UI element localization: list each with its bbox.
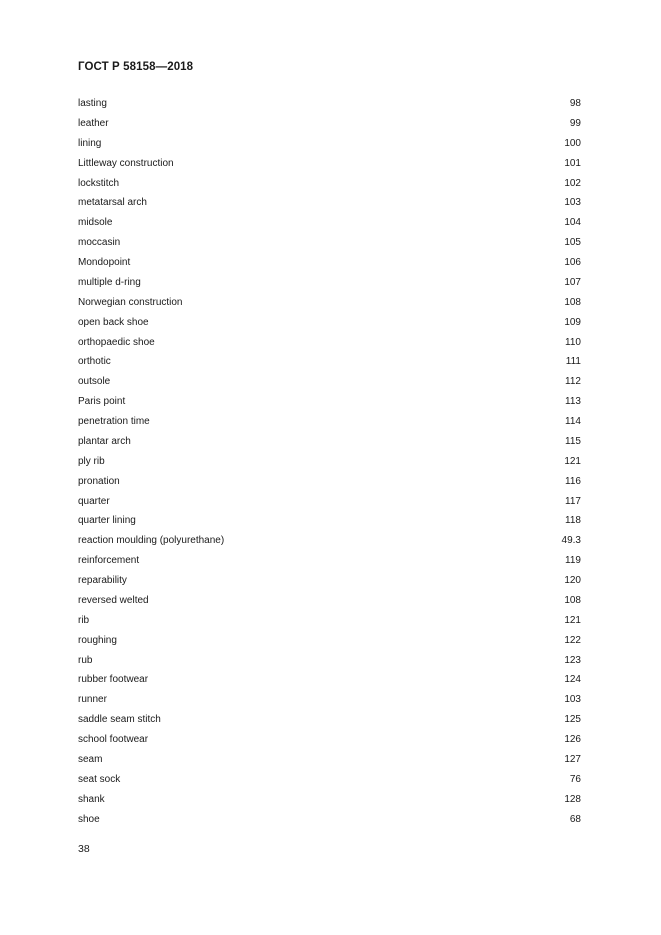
index-term: reversed welted: [78, 594, 149, 606]
index-term: multiple d-ring: [78, 276, 141, 288]
index-term: quarter: [78, 495, 110, 507]
index-entry: [78, 134, 583, 154]
index-reference-number: 111: [565, 356, 581, 368]
index-term: rib: [78, 614, 90, 626]
index-entry: [78, 193, 583, 213]
index-reference-number: 123: [564, 654, 581, 666]
index-term: saddle seam stitch: [78, 714, 161, 726]
index-term: moccasin: [78, 237, 121, 249]
index-entry: [78, 670, 583, 690]
index-entry: [78, 213, 583, 233]
index-term: rubber footwear: [78, 674, 149, 686]
index-reference-number: 104: [564, 217, 581, 229]
index-term: lasting: [78, 98, 107, 109]
index-entry: [78, 611, 583, 631]
index-term: seam: [78, 753, 103, 765]
index-entry: [78, 551, 583, 571]
index-reference-number: 114: [565, 416, 581, 427]
index-entry: [78, 333, 583, 353]
index-term: metatarsal arch: [78, 197, 147, 209]
index-reference-number: 108: [564, 594, 581, 606]
index-entry: [78, 293, 583, 313]
index-reference-number: 117: [565, 495, 581, 507]
index-term: lockstitch: [78, 177, 120, 189]
index-entry: [78, 531, 583, 551]
index-entry: [78, 730, 583, 750]
index-reference-number: 106: [564, 257, 581, 268]
index-reference-number: 109: [564, 316, 581, 328]
index-term: reaction moulding (polyurethane): [78, 535, 225, 547]
index-entry: [78, 770, 583, 790]
index-term: outsole: [78, 376, 111, 388]
index-term: Mondopoint: [78, 257, 131, 268]
index-entry: [78, 492, 583, 512]
index-reference-number: 107: [564, 276, 581, 288]
index-term: rub: [78, 654, 93, 666]
index-reference-number: 103: [564, 197, 581, 209]
index-term: orthotic: [78, 356, 111, 368]
index-reference-number: 105: [564, 237, 581, 249]
index-term: pronation: [78, 475, 120, 487]
index-reference-number: 120: [564, 575, 581, 586]
index-entry: [78, 631, 583, 651]
index-reference-number: 112: [565, 376, 581, 388]
index-reference-number: 100: [564, 137, 581, 149]
index-term: Littleway construction: [78, 157, 174, 169]
index-entry: [78, 392, 583, 412]
index-reference-number: 49.3: [561, 535, 581, 547]
index-reference-number: 76: [569, 773, 581, 785]
index-reference-number: 101: [564, 157, 581, 169]
index-term: roughing: [78, 634, 117, 646]
index-reference-number: 103: [564, 694, 581, 706]
index-term: midsole: [78, 217, 113, 229]
index-entry: [78, 591, 583, 611]
index-entry: [78, 790, 583, 810]
index-term: Paris point: [78, 396, 126, 408]
index-entry: [78, 114, 583, 134]
index-entry: [78, 472, 583, 492]
index-entry: [78, 273, 583, 293]
index-term: runner: [78, 694, 107, 706]
index-entry: [78, 352, 583, 372]
index-reference-number: 125: [564, 714, 581, 726]
index-entry: [78, 233, 583, 253]
index-reference-number: 108: [564, 296, 581, 308]
index-reference-number: 113: [565, 396, 581, 408]
index-term: ply rib: [78, 455, 105, 467]
index-reference-number: 121: [564, 455, 581, 467]
index-reference-number: 126: [564, 734, 581, 745]
index-term: orthopaedic shoe: [78, 336, 155, 348]
index-reference-number: 99: [569, 117, 581, 129]
index-entry: [78, 710, 583, 730]
index-entry: [78, 452, 583, 472]
page-number: 38: [78, 843, 90, 855]
index-term: seat sock: [78, 773, 121, 785]
index-entry: [78, 313, 583, 333]
index-reference-number: 119: [565, 555, 581, 567]
index-entry: [78, 154, 583, 174]
index-reference-number: 118: [565, 515, 581, 527]
index-term: lining: [78, 137, 102, 149]
index-reference-number: 102: [564, 177, 581, 189]
index-term: school footwear: [78, 734, 149, 745]
index-entry: [78, 810, 583, 830]
index-entry: [78, 372, 583, 392]
index-term: open back shoe: [78, 316, 149, 328]
index-term: reinforcement: [78, 555, 140, 567]
index-entry: [78, 690, 583, 710]
index-reference-number: 121: [564, 614, 581, 626]
index-term: leather: [78, 117, 109, 129]
index-entry: [78, 94, 583, 114]
index-reference-number: 98: [569, 98, 581, 109]
index-term: Norwegian construction: [78, 296, 183, 308]
document-header: ГОСТ Р 58158—2018: [78, 61, 194, 73]
index-reference-number: 122: [564, 634, 581, 646]
index-entry: [78, 432, 583, 452]
index-reference-number: 68: [569, 813, 581, 825]
index-reference-number: 124: [564, 674, 581, 686]
index-entry: [78, 174, 583, 194]
index-entry: [78, 750, 583, 770]
index-entry: [78, 651, 583, 671]
index-reference-number: 116: [565, 475, 581, 487]
index-reference-number: 110: [565, 336, 581, 348]
index-term: quarter lining: [78, 515, 136, 527]
index-entry: [78, 571, 583, 591]
index-reference-number: 128: [564, 793, 581, 805]
index-term: reparability: [78, 575, 127, 586]
index-reference-number: 127: [564, 753, 581, 765]
alphabetical-index: [78, 94, 583, 829]
index-entry: [78, 253, 583, 273]
index-term: shank: [78, 793, 105, 805]
index-entry: [78, 511, 583, 531]
index-term: plantar arch: [78, 435, 131, 447]
index-term: penetration time: [78, 416, 150, 427]
index-reference-number: 115: [565, 435, 581, 447]
index-term: shoe: [78, 813, 100, 825]
index-entry: [78, 412, 583, 432]
